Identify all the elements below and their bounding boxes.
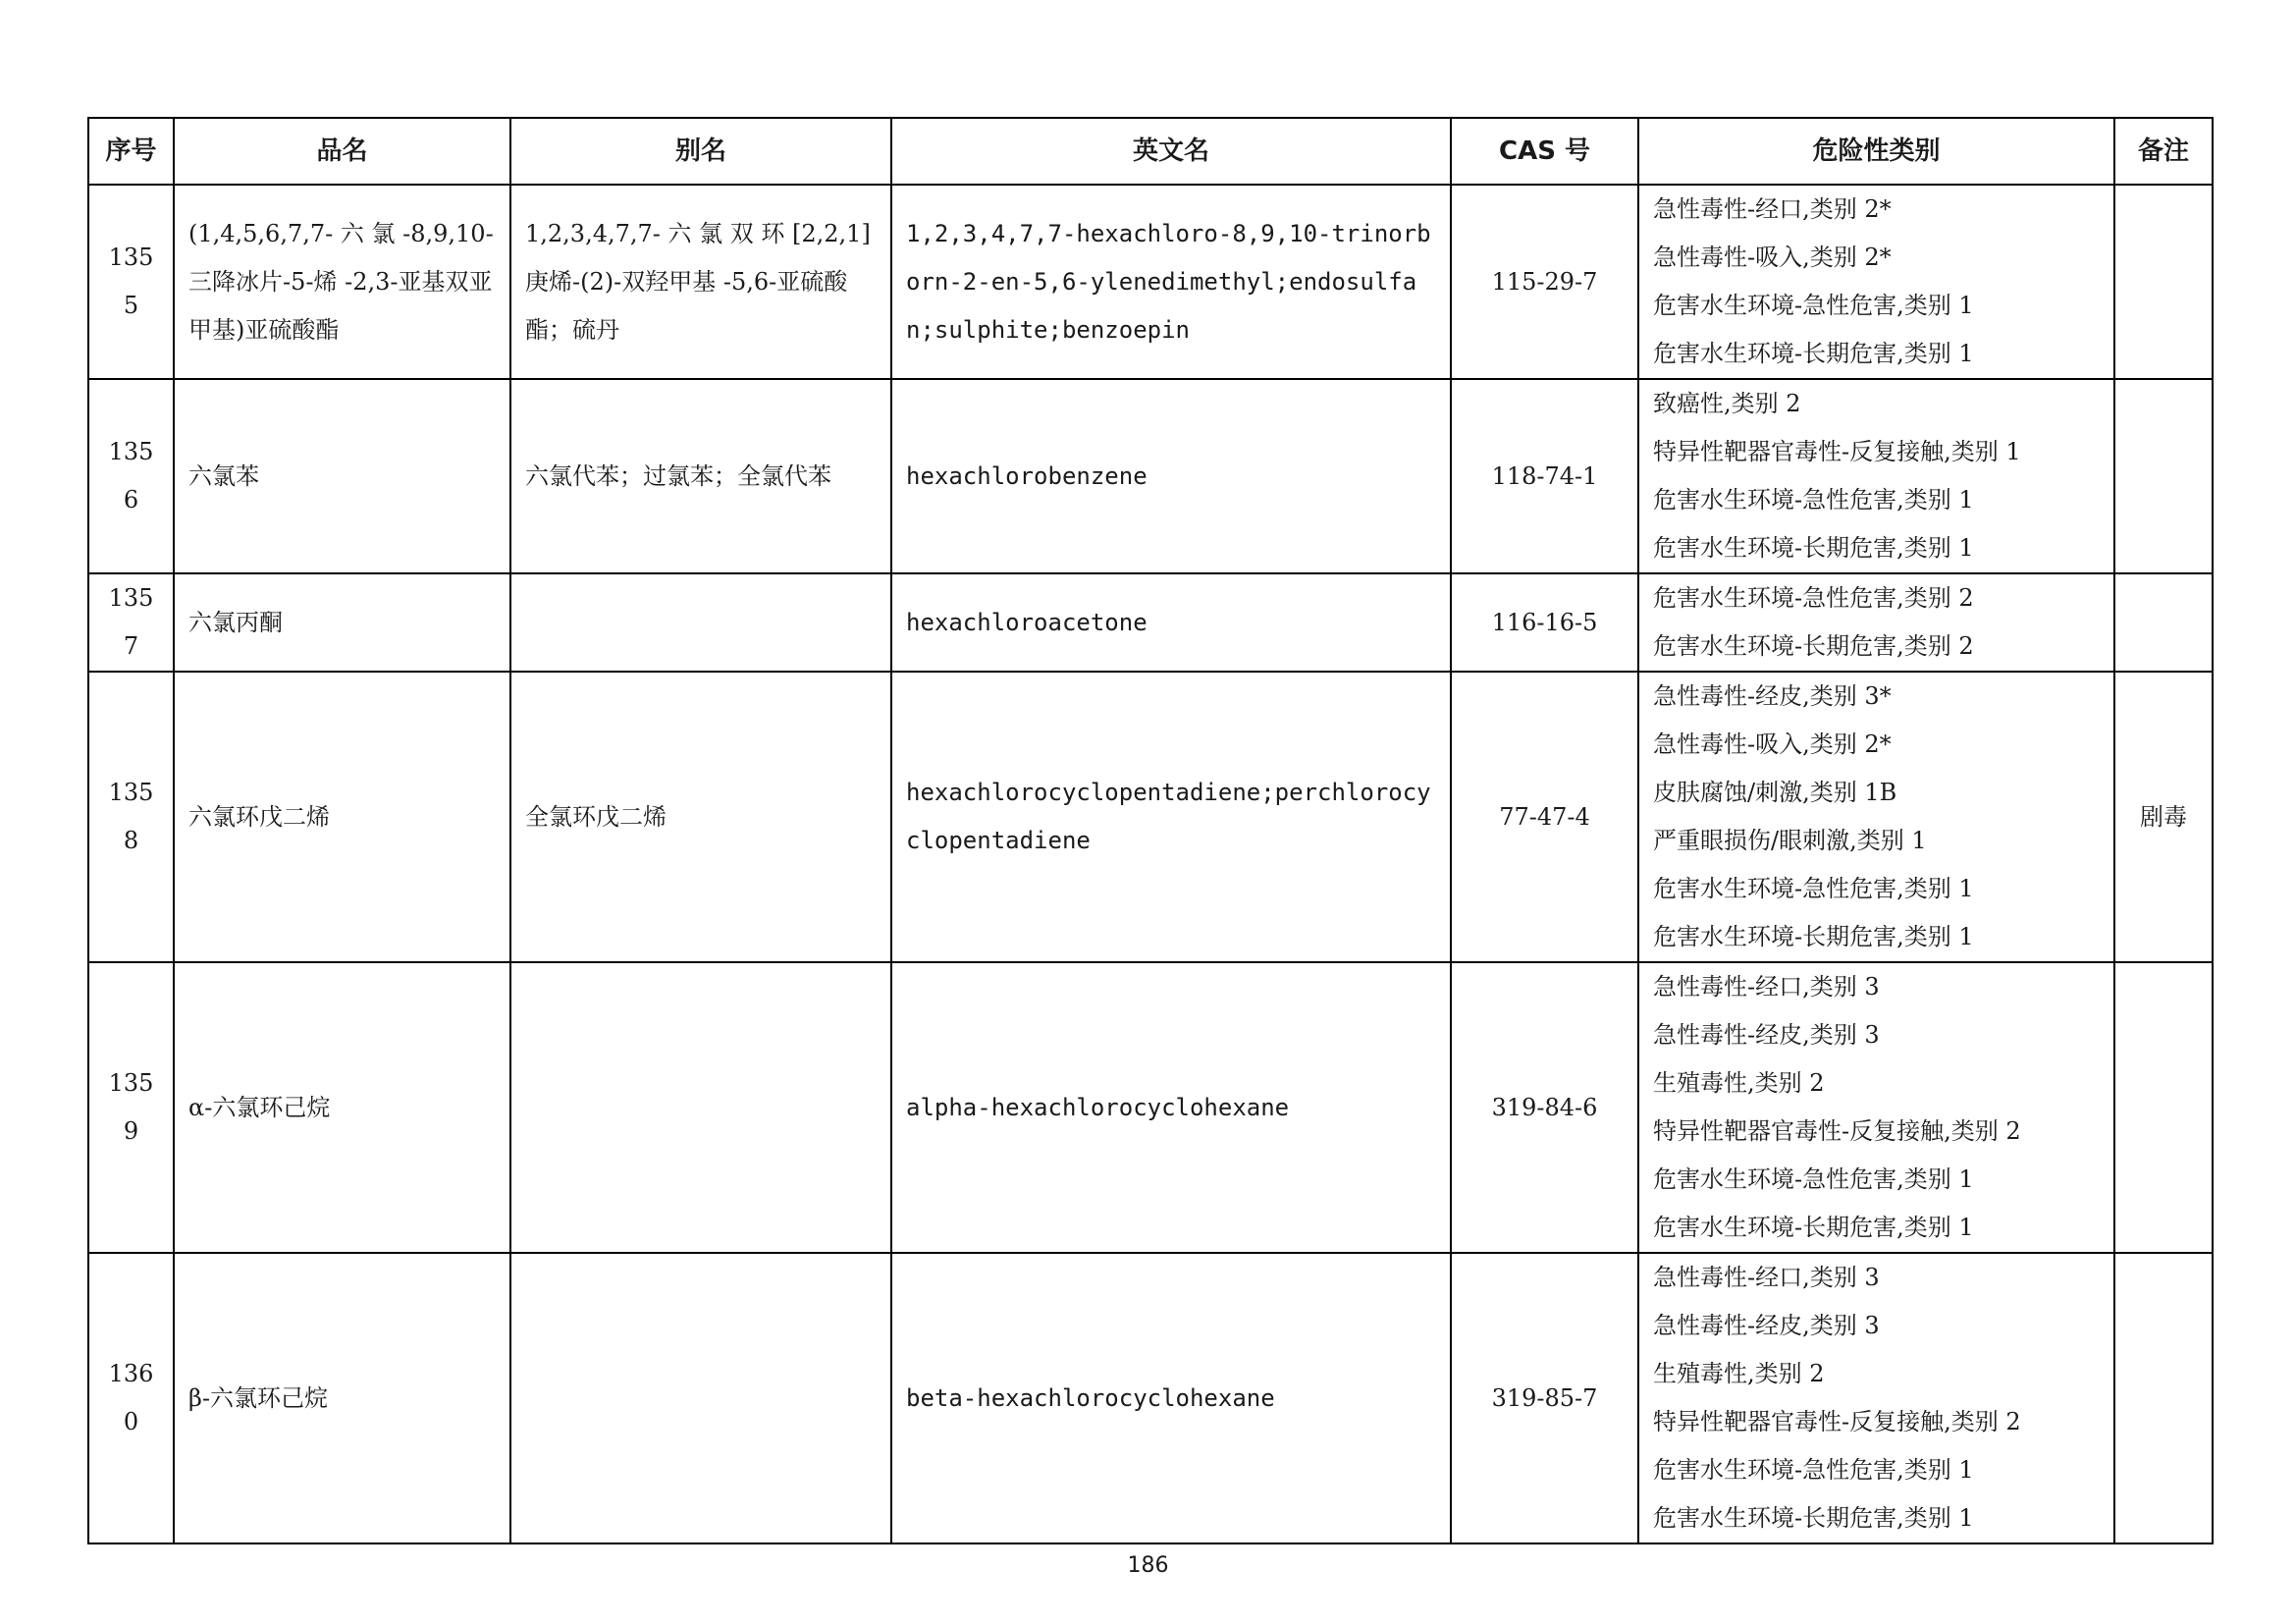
- cell-hazard: [1638, 379, 2114, 573]
- cell-seq: 1359: [88, 962, 174, 1253]
- header-name: 品名: [174, 118, 510, 185]
- hazard-line: 危害水生环境-急性危害,类别 1: [1653, 875, 1974, 902]
- cell-remark: [2114, 185, 2213, 379]
- cell-english: alpha-hexachlorocyclohexane: [891, 962, 1451, 1253]
- header-english: 英文名: [891, 118, 1451, 185]
- cell-seq: 1357: [88, 573, 174, 672]
- cell-alias: 1,2,3,4,7,7- 六 氯 双 环 [2,2,1]庚烯-(2)-双羟甲基 -5,6-亚硫酸酯；硫丹: [510, 185, 891, 379]
- header-hazard: 危险性类别: [1638, 118, 2114, 185]
- cell-cas: 77-47-4: [1451, 672, 1638, 962]
- cell-remark: [2114, 379, 2213, 573]
- cell-seq: 1355: [88, 185, 174, 379]
- table-row: [88, 1253, 2213, 1543]
- cell-remark: 剧毒: [2114, 672, 2213, 962]
- hazard-line: 危害水生环境-急性危害,类别 1: [1653, 1165, 1974, 1193]
- hazard-line: 特异性靶器官毒性-反复接触,类别 2: [1653, 1117, 2021, 1145]
- cell-alias: 全氯环戊二烯: [510, 672, 891, 962]
- table-body: [88, 185, 2213, 1543]
- table-row: [88, 185, 2213, 379]
- header-seq: 序号: [88, 118, 174, 185]
- hazard-line: 急性毒性-经口,类别 3: [1653, 973, 1880, 1001]
- cell-hazard: [1638, 962, 2114, 1253]
- hazard-line: 生殖毒性,类别 2: [1653, 1069, 1825, 1097]
- hazard-line: 危害水生环境-急性危害,类别 1: [1653, 1456, 1974, 1484]
- cell-alias: [510, 962, 891, 1253]
- header-remark: 备注: [2114, 118, 2213, 185]
- cell-seq: 1358: [88, 672, 174, 962]
- cell-english: hexachlorocyclopentadiene;perchlorocyclopentadiene: [891, 672, 1451, 962]
- table-row: [88, 379, 2213, 573]
- cell-alias: [510, 573, 891, 672]
- cell-name: 六氯丙酮: [174, 573, 510, 672]
- cell-hazard: [1638, 185, 2114, 379]
- cell-remark: [2114, 1253, 2213, 1543]
- cell-name: α-六氯环己烷: [174, 962, 510, 1253]
- hazard-line: 危害水生环境-长期危害,类别 2: [1653, 632, 1974, 660]
- cell-hazard: [1638, 1253, 2114, 1543]
- cell-english: hexachloroacetone: [891, 573, 1451, 672]
- cell-cas: 118-74-1: [1451, 379, 1638, 573]
- header-row: [88, 118, 2213, 185]
- cell-cas: 319-84-6: [1451, 962, 1638, 1253]
- cell-english: beta-hexachlorocyclohexane: [891, 1253, 1451, 1543]
- cell-cas: 115-29-7: [1451, 185, 1638, 379]
- cell-hazard: [1638, 672, 2114, 962]
- cell-seq: 1356: [88, 379, 174, 573]
- hazard-line: 危害水生环境-急性危害,类别 1: [1653, 292, 1974, 319]
- hazard-line: 危害水生环境-长期危害,类别 1: [1653, 1504, 1974, 1532]
- hazard-line: 生殖毒性,类别 2: [1653, 1360, 1825, 1387]
- hazard-line: 危害水生环境-长期危害,类别 1: [1653, 534, 1974, 562]
- cell-name: 六氯苯: [174, 379, 510, 573]
- hazard-line: 急性毒性-吸入,类别 2*: [1653, 731, 1892, 758]
- cell-english: hexachlorobenzene: [891, 379, 1451, 573]
- hazard-line: 急性毒性-经皮,类别 3*: [1653, 682, 1892, 710]
- table-row: [88, 672, 2213, 962]
- table-row: [88, 962, 2213, 1253]
- chemical-table: [87, 117, 2214, 1544]
- cell-remark: [2114, 573, 2213, 672]
- cell-alias: 六氯代苯；过氯苯；全氯代苯: [510, 379, 891, 573]
- cell-alias: [510, 1253, 891, 1543]
- hazard-line: 严重眼损伤/眼刺激,类别 1: [1653, 827, 1927, 854]
- cell-cas: 116-16-5: [1451, 573, 1638, 672]
- table-row: [88, 573, 2213, 672]
- hazard-line: 皮肤腐蚀/刺激,类别 1B: [1653, 779, 1897, 806]
- hazard-line: 特异性靶器官毒性-反复接触,类别 2: [1653, 1408, 2021, 1435]
- hazard-line: 特异性靶器官毒性-反复接触,类别 1: [1653, 438, 2021, 465]
- cell-name: (1,4,5,6,7,7- 六 氯 -8,9,10-三降冰片-5-烯 -2,3-亚基双亚甲基)亚硫酸酯: [174, 185, 510, 379]
- hazard-line: 急性毒性-经皮,类别 3: [1653, 1312, 1880, 1339]
- hazard-line: 危害水生环境-急性危害,类别 2: [1653, 584, 1974, 612]
- hazard-line: 急性毒性-吸入,类别 2*: [1653, 244, 1892, 271]
- header-alias: 别名: [510, 118, 891, 185]
- hazard-line: 危害水生环境-长期危害,类别 1: [1653, 1214, 1974, 1241]
- hazard-line: 致癌性,类别 2: [1653, 390, 1801, 417]
- cell-english: 1,2,3,4,7,7-hexachloro-8,9,10-trinorborn-2-en-5,6-ylenedimethyl;endosulfan;sulphite;benzoepin: [891, 185, 1451, 379]
- cell-cas: 319-85-7: [1451, 1253, 1638, 1543]
- hazard-line: 急性毒性-经皮,类别 3: [1653, 1021, 1880, 1049]
- cell-name: β-六氯环己烷: [174, 1253, 510, 1543]
- hazard-line: 危害水生环境-长期危害,类别 1: [1653, 923, 1974, 950]
- cell-remark: [2114, 962, 2213, 1253]
- page-number: 186: [1127, 1553, 1169, 1578]
- header-cas: CAS 号: [1451, 118, 1638, 185]
- hazard-line: 急性毒性-经口,类别 2*: [1653, 195, 1892, 223]
- cell-seq: 1360: [88, 1253, 174, 1543]
- hazard-line: 危害水生环境-长期危害,类别 1: [1653, 340, 1974, 367]
- hazard-line: 急性毒性-经口,类别 3: [1653, 1264, 1880, 1291]
- hazard-line: 危害水生环境-急性危害,类别 1: [1653, 486, 1974, 514]
- cell-name: 六氯环戊二烯: [174, 672, 510, 962]
- cell-hazard: [1638, 573, 2114, 672]
